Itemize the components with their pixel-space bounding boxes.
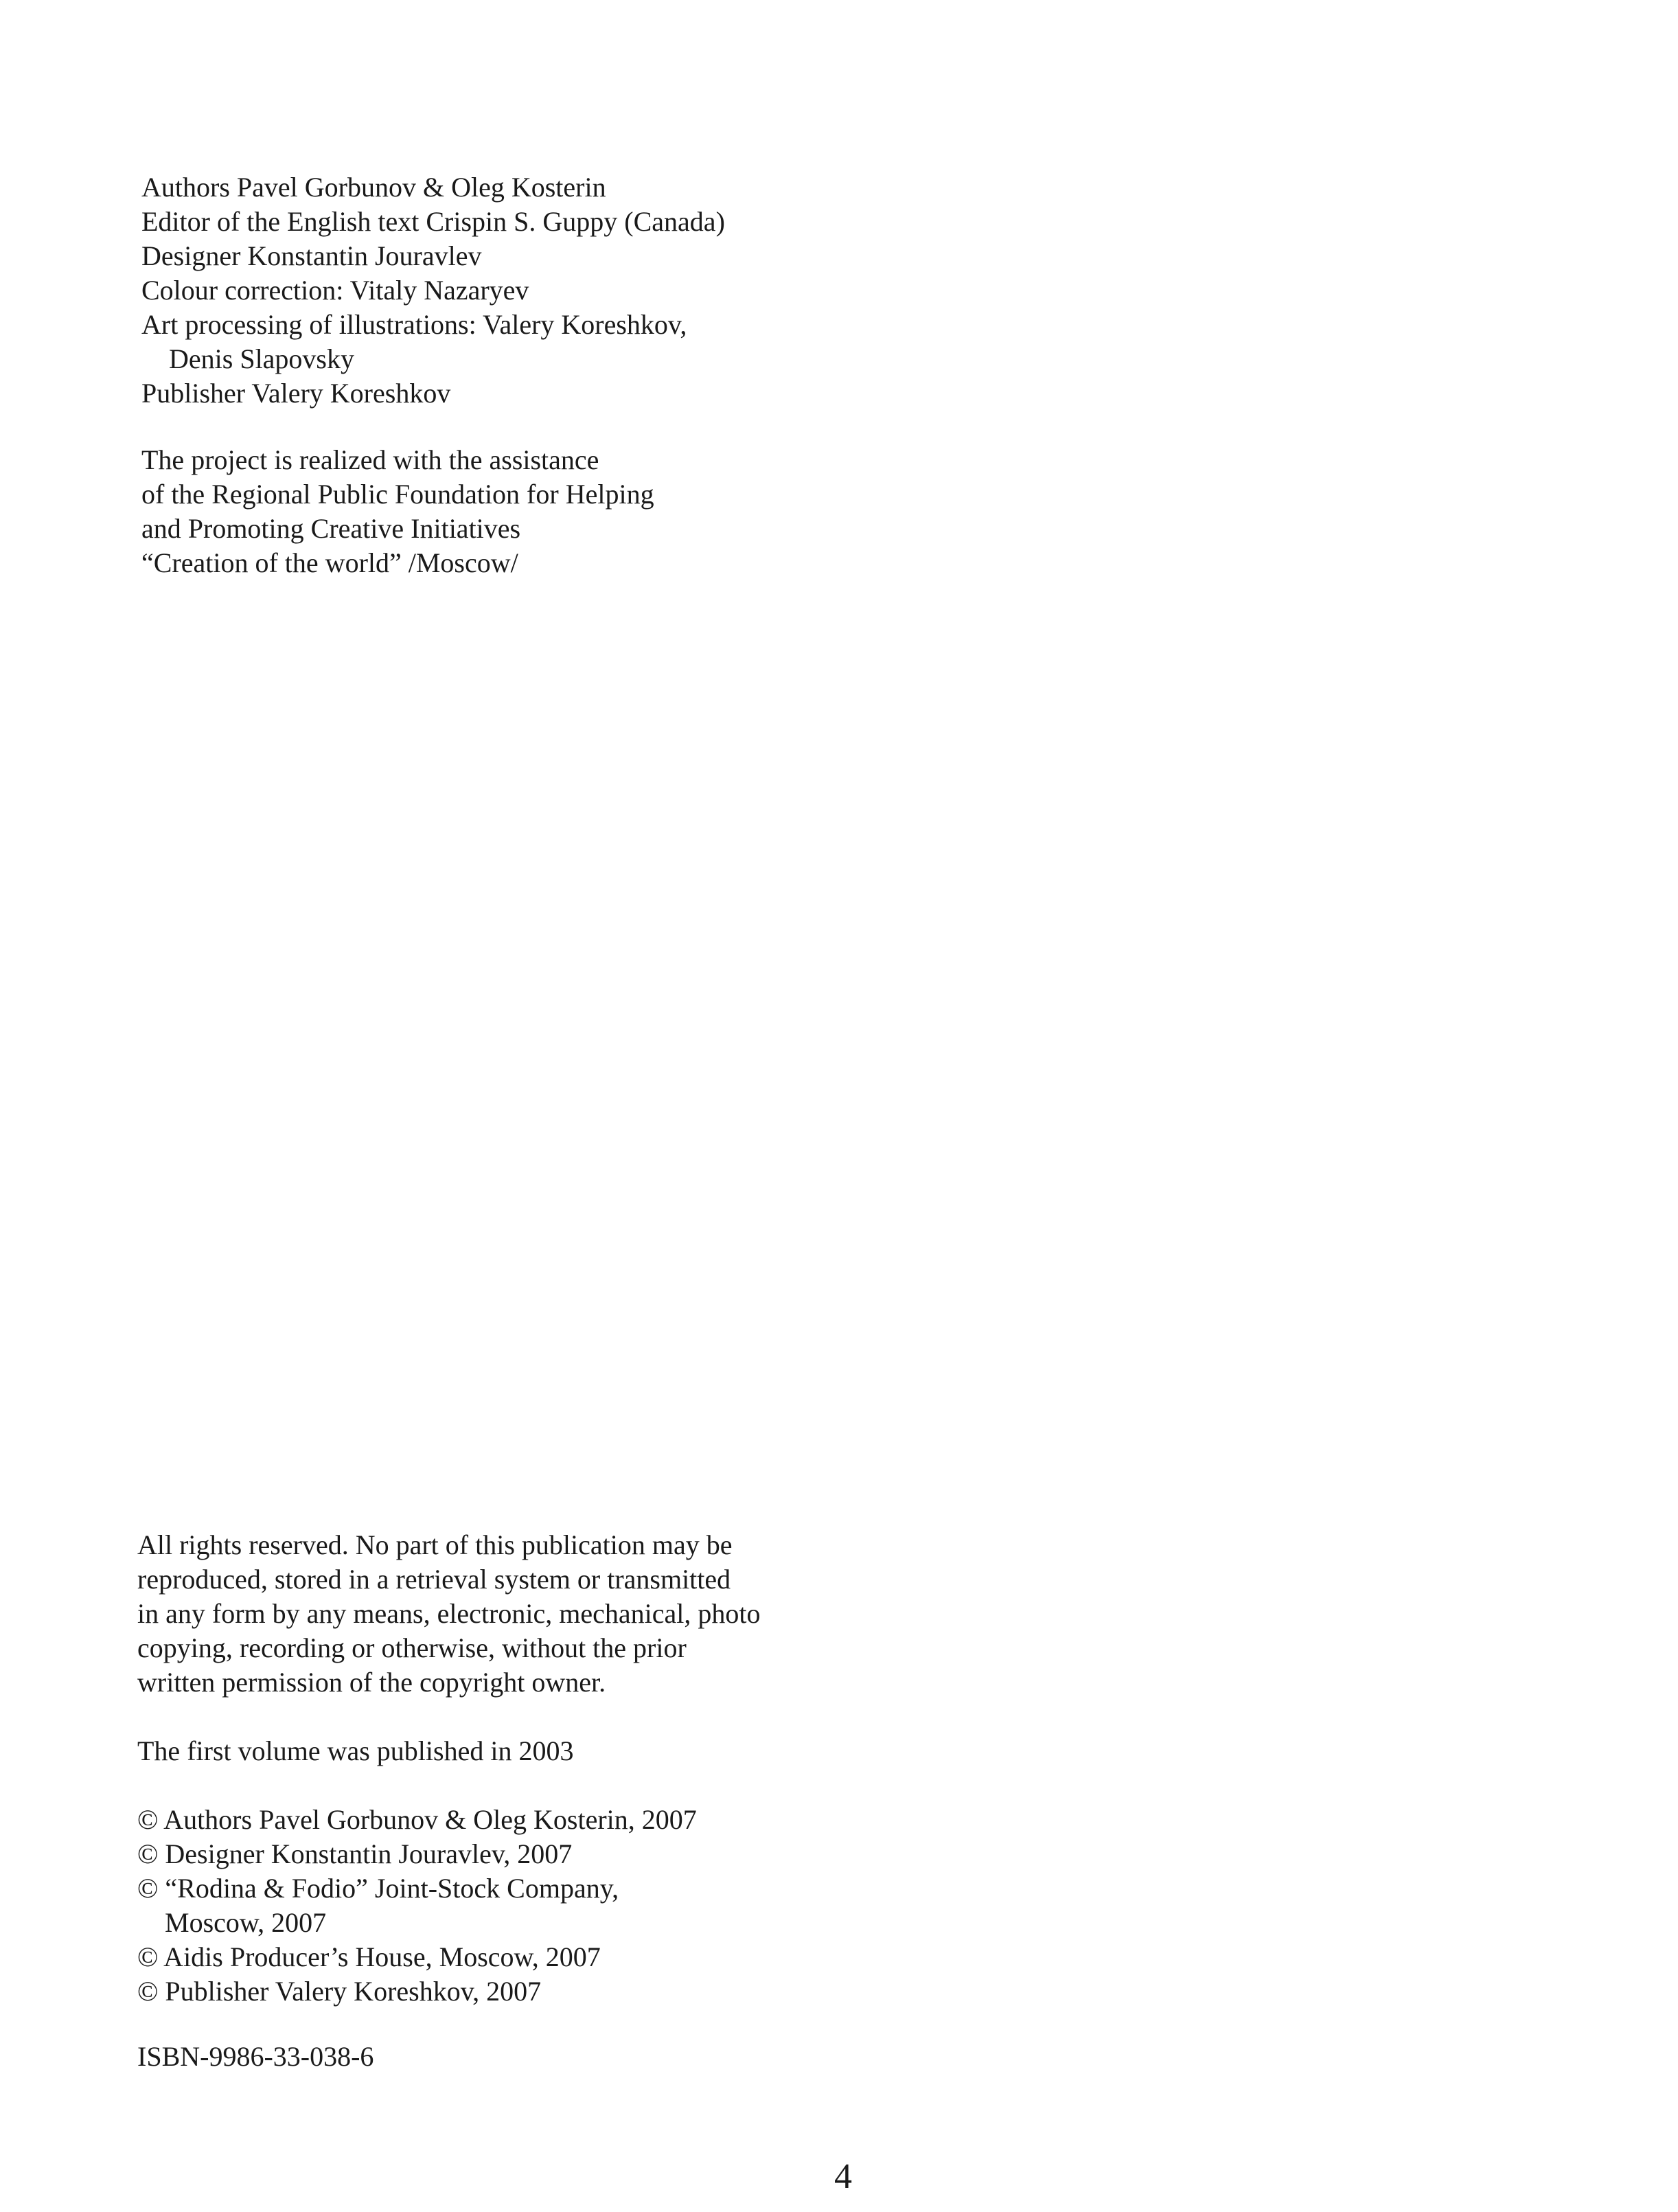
project-note-line: and Promoting Creative Initiatives [141,513,521,544]
credit-line: Denis Slapovsky [169,343,354,374]
copyright-line: © Designer Konstantin Jouravlev, 2007 [137,1838,573,1869]
copyright-line: © Publisher Valery Koreshkov, 2007 [137,1976,542,2007]
rights-notice-line: All rights reserved. No part of this publication may be [137,1529,733,1560]
isbn: ISBN-9986-33-038-6 [137,2041,374,2072]
credit-line: Editor of the English text Crispin S. Guppy (Canada) [141,206,725,237]
first-volume-note: The first volume was published in 2003 [137,1735,574,1766]
rights-notice-line: in any form by any means, electronic, mechanical, photo [137,1598,761,1629]
rights-notice-block [137,1528,760,1700]
copyright-line: © “Rodina & Fodio” Joint-Stock Company, [137,1873,619,1904]
project-note-block [141,443,654,580]
credits-block [141,170,725,411]
page-number: 4 [834,2157,852,2196]
rights-notice-line: written permission of the copyright owner. [137,1667,606,1698]
project-note-line: “Creation of the world” /Moscow/ [141,547,518,578]
credit-line: Authors Pavel Gorbunov & Oleg Kosterin [141,172,606,203]
copyright-block [137,1803,697,2009]
credit-line: Publisher Valery Koreshkov [141,378,451,409]
credit-line: Art processing of illustrations: Valery Koreshkov, [141,309,687,340]
copyright-line: © Authors Pavel Gorbunov & Oleg Kosterin, 2007 [137,1804,697,1835]
rights-notice-line: reproduced, stored in a retrieval system or transmitted [137,1564,731,1595]
copyright-line: Moscow, 2007 [165,1907,327,1938]
credit-line: Designer Konstantin Jouravlev [141,240,482,271]
rights-notice-line: copying, recording or otherwise, without the prior [137,1632,687,1663]
project-note-line: The project is realized with the assistance [141,444,599,475]
copyright-line: © Aidis Producer’s House, Moscow, 2007 [137,1941,601,1972]
project-note-line: of the Regional Public Foundation for Helping [141,479,654,510]
credit-line: Colour correction: Vitaly Nazaryev [141,275,529,306]
